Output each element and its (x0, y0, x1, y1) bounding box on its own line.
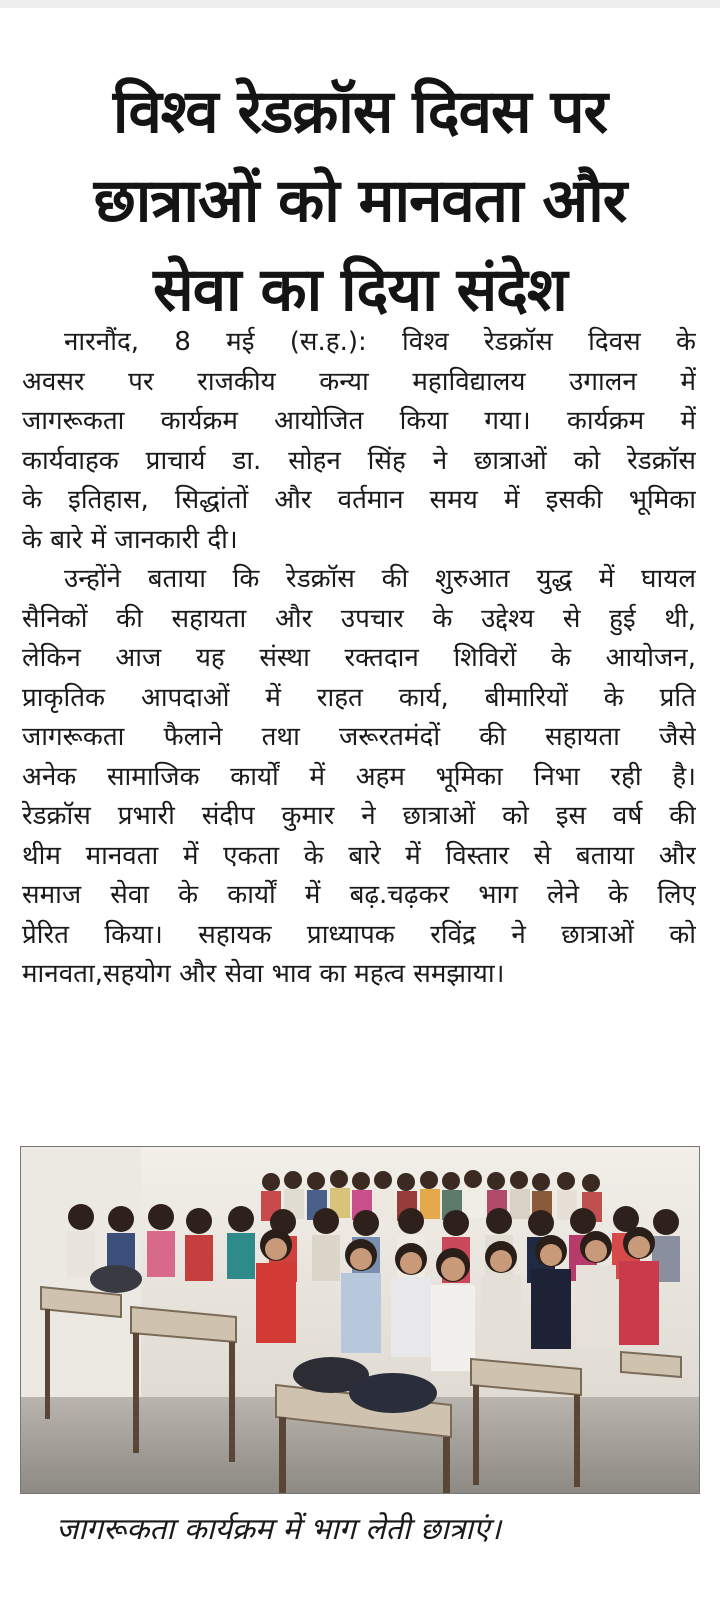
article-line: अवसर पर राजकीय कन्या महाविद्यालय उगालन में (22, 366, 696, 397)
article-line: लेकिन आज यह संस्था रक्तदान शिविरों के आयोजन, (22, 643, 696, 673)
headline (20, 68, 700, 335)
article-line: प्राकृतिक आपदाओं में राहत कार्य, बीमारियों के प्रति (22, 682, 696, 713)
article-line: जागरूकता फैलाने तथा जरूरतमंदों की सहायता जैसे (22, 722, 696, 752)
article-line: नारनौंद, 8 मई (स.ह.): विश्व रेडक्रॉस दिवस के (64, 327, 696, 357)
headline-line: सेवा का दिया संदेश (153, 255, 567, 326)
article-line: कार्यवाहक प्राचार्य डा. सोहन सिंह ने छात्राओं को रेडक्रॉस (22, 445, 696, 476)
article-line: सैनिकों की सहायता और उपचार के उद्देश्य से हुई थी, (22, 603, 696, 634)
headline-line: विश्व रेडक्रॉस दिवस पर (112, 77, 608, 148)
article-line: जागरूकता कार्यक्रम आयोजित किया गया। कार्यक्रम में (22, 406, 696, 436)
article-line: अनेक सामाजिक कार्यों में अहम भूमिका निभा रही है। (22, 761, 696, 792)
article-line: थीम मानवता में एकता के बारे में विस्तार से बताया और (22, 840, 696, 871)
headline-line: छात्राओं को मानवता और (93, 166, 627, 237)
photo-caption: जागरूकता कार्यक्रम में भाग लेती छात्राएं। (56, 1512, 502, 1547)
article-line: के बारे में जानकारी दी। (22, 524, 238, 555)
article-line: समाज सेवा के कार्यों में बढ़.चढ़कर भाग लेने के लिए (22, 880, 696, 910)
classroom-photo-illustration (21, 1147, 699, 1493)
paragraph-1 (22, 323, 696, 560)
article-line: मानवता,सहयोग और सेवा भाव का महत्व समझाया। (22, 959, 505, 989)
article-body (22, 323, 696, 995)
article-line: रेडक्रॉस प्रभारी संदीप कुमार ने छात्राओं को इस वर्ष की (22, 801, 696, 831)
paragraph-2 (22, 560, 696, 995)
top-edge-strip (0, 0, 720, 8)
article-line: के इतिहास, सिद्धांतों और वर्तमान समय में इसकी भूमिका (22, 485, 696, 515)
article-line: प्रेरित किया। सहायक प्राध्यापक रविंद्र ने छात्राओं को (22, 919, 696, 950)
article-line: उन्होंने बताया कि रेडक्रॉस की शुरुआत युद्ध में घायल (64, 564, 696, 594)
classroom-photo (20, 1146, 700, 1494)
